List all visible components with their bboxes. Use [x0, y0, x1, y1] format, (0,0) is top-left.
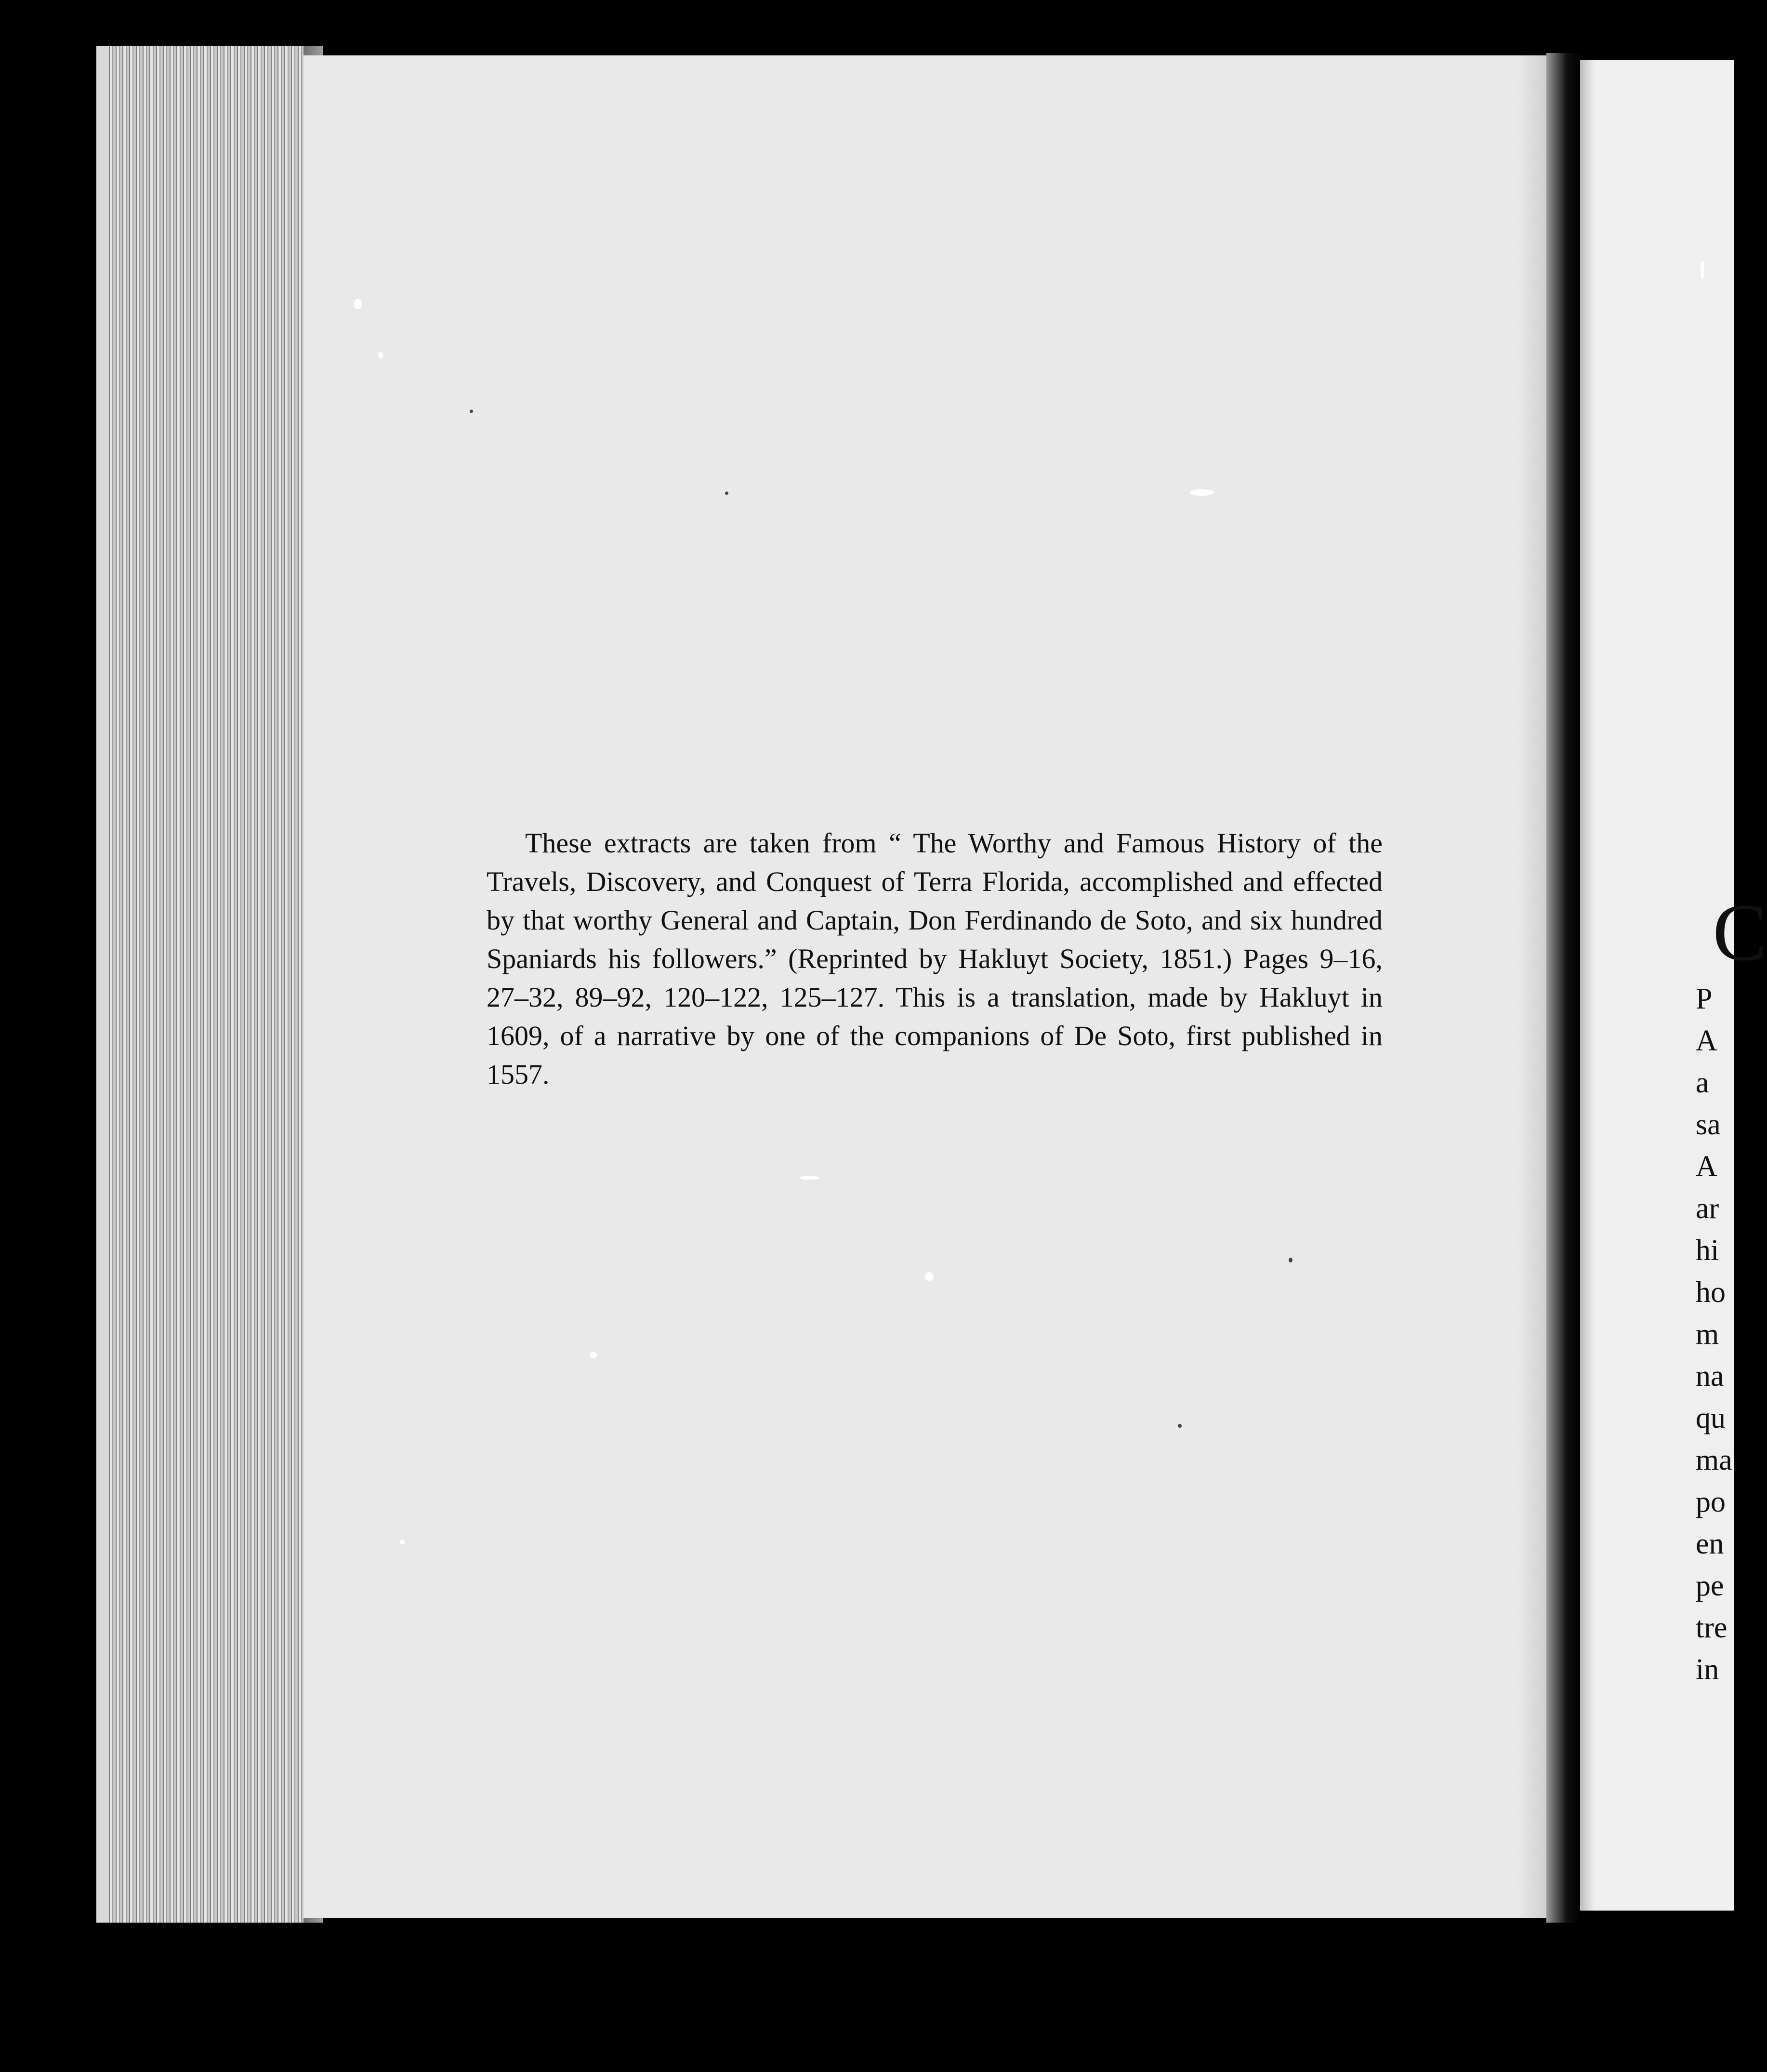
- right-line-fragment: qu: [1696, 1402, 1726, 1434]
- dust-speck: [725, 491, 728, 495]
- right-line-fragment: pe: [1696, 1569, 1724, 1602]
- right-line-fragment: hi: [1696, 1234, 1719, 1267]
- right-line-fragment: A: [1696, 1150, 1717, 1183]
- right-line-fragment: A: [1696, 1024, 1717, 1057]
- right-line-fragment: ho: [1696, 1276, 1726, 1309]
- stacked-page-edges: [96, 46, 323, 1923]
- right-line-fragment: ar: [1696, 1192, 1719, 1225]
- dust-speck: [354, 299, 362, 309]
- right-line-fragment: in: [1696, 1653, 1719, 1686]
- right-line-fragment: po: [1696, 1486, 1726, 1518]
- right-line-fragment: P: [1696, 983, 1713, 1015]
- right-page-drop-cap: C: [1713, 887, 1767, 978]
- dust-speck: [590, 1352, 597, 1358]
- right-line-fragment: en: [1696, 1527, 1724, 1560]
- right-line-fragment: sa: [1696, 1108, 1721, 1141]
- right-line-fragment: tre: [1696, 1611, 1727, 1644]
- dust-speck: [470, 410, 473, 413]
- right-line-fragment: a: [1696, 1066, 1709, 1099]
- right-line-fragment: na: [1696, 1360, 1724, 1393]
- right-page-text-fragments: [1696, 978, 1734, 1691]
- right-line-fragment: m: [1696, 1318, 1719, 1351]
- dust-speck: [378, 352, 383, 359]
- dust-speck: [800, 1176, 819, 1180]
- dust-speck: [925, 1272, 934, 1281]
- dust-speck: [1289, 1258, 1292, 1262]
- dust-speck: [400, 1540, 405, 1544]
- source-note-paragraph: These extracts are taken from “ The Worthy and Famous History of the Travels, Discovery, and Conquest of Terra Florida, accomplished and effected by that worthy General and Captain, Don Ferdinando de Soto, and six hundred Spaniards his followers.” (Reprinted by Hakluyt Society, 1851.) Pages 9–16, 27–32, 89–92, 120–122, 125–127. This is a translation, made by Hakluyt in 1609, of a narrative by one of the companions of De Soto, first published in 1557.: [487, 827, 1383, 1090]
- dust-speck: [1178, 1424, 1182, 1428]
- right-line-fragment: ma: [1696, 1444, 1732, 1476]
- dust-speck: [1190, 489, 1214, 496]
- book-gutter: [1546, 53, 1580, 1923]
- dust-speck: [1701, 260, 1704, 279]
